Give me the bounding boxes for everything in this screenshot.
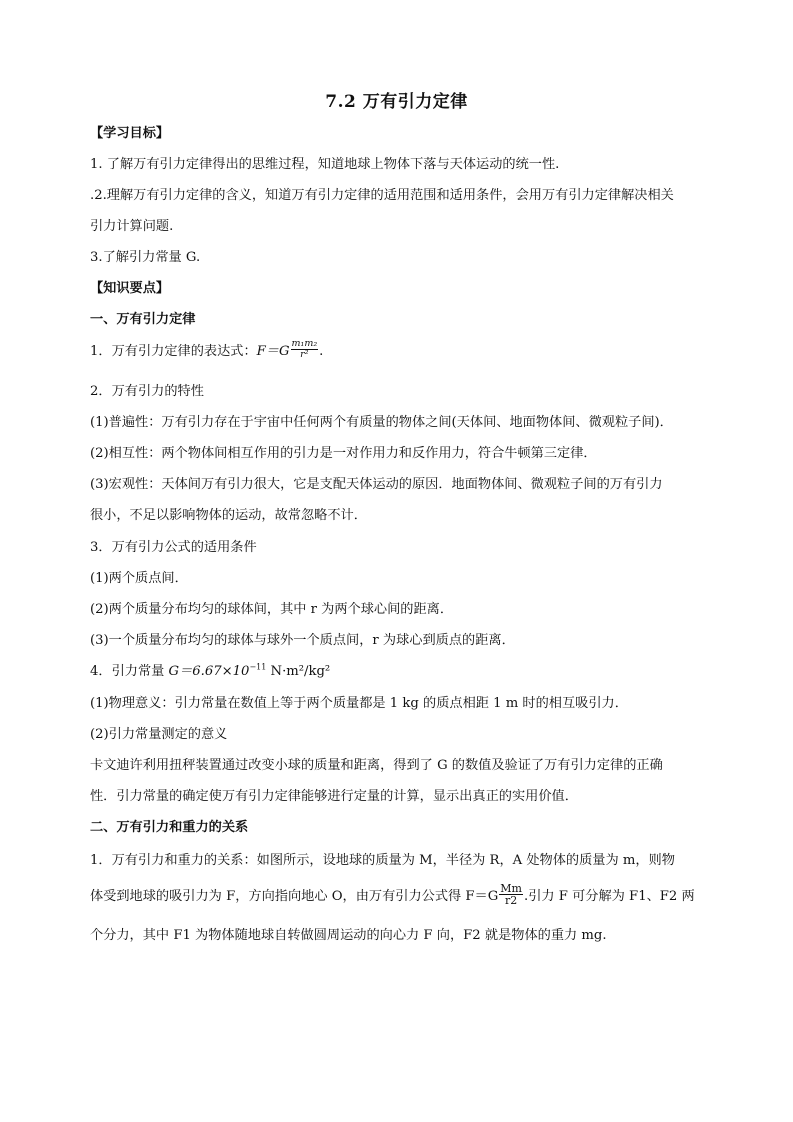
item-4-prefix: 4．引力常量 [90, 664, 169, 679]
part-2-heading: 二、万有引力和重力的关系 [90, 820, 249, 835]
part-1-heading: 一、万有引力定律 [90, 312, 196, 327]
item-2-1: (1)普遍性：万有引力存在于宇宙中任何两个有质量的物体之间(天体间、地面物体间、微观粒子间)． [90, 415, 673, 430]
item-4-2-line-1: 卡文迪许利用扭秤装置通过改变小球的质量和距离，得到了 G 的数值及验证了万有引力定律的正确 [90, 758, 663, 773]
part-2-line-3: 个分力，其中 F1 为物体随地球自转做圆周运动的向心力 F 向，F2 就是物体的重力 mg. [90, 928, 607, 943]
formula-numerator: m₁m₂ [291, 338, 318, 349]
item-3-2: (2)两个质量分布均匀的球体间，其中 r 为两个球心间的距离． [90, 602, 454, 617]
goals-heading: 【学习目标】 [90, 126, 170, 141]
item-2-2: (2)相互性：两个物体间相互作用的引力是一对作用力和反作用力，符合牛顿第三定律． [90, 446, 597, 461]
item-4-2-line-2: 性．引力常量的确定使万有引力定律能够进行定量的计算，显示出真正的实用价值． [90, 789, 578, 804]
part-2-line-2 [90, 882, 710, 908]
item-2-3-line-1: (3)宏观性：天体间万有引力很大，它是支配天体运动的原因．地面物体间、微观粒子间的万有引力 [90, 477, 663, 492]
formula-lhs: F＝G [256, 344, 290, 359]
goal-1: 1. 了解万有引力定律得出的思维过程，知道地球上物体下落与天体运动的统一性. [90, 157, 560, 172]
item-2-3-line-2: 很小，不足以影响物体的运动，故常忽略不计． [90, 508, 367, 523]
item-2-heading: 2．万有引力的特性 [90, 384, 204, 399]
goal-3: 3.了解引力常量 G. [90, 250, 201, 265]
item-1-prefix: 1．万有引力定律的表达式： [90, 344, 257, 359]
item-4-unit: N·m²/kg² [266, 664, 331, 679]
part-2-line-2-prefix: 体受到地球的吸引力为 F，方向指向地心 O，由万有引力公式得 F＝G [90, 889, 499, 904]
page-title: 7.2 万有引力定律 [325, 92, 468, 112]
part-2-numerator: Mm [500, 882, 522, 895]
item-4-value: G＝6.67×10 [168, 664, 250, 679]
item-3-1: (1)两个质点间． [90, 571, 188, 586]
item-4-heading [90, 662, 710, 682]
item-1-suffix: . [319, 344, 324, 359]
item-1-formula-line [90, 338, 710, 362]
item-3-heading: 3．万有引力公式的适用条件 [90, 540, 257, 555]
points-heading: 【知识要点】 [90, 281, 170, 296]
formula-denominator: r² [300, 349, 309, 360]
goal-2-line-2: 引力计算问题. [90, 219, 174, 234]
item-3-3: (3)一个质量分布均匀的球体与球外一个质点间，r 为球心到质点的距离． [90, 633, 515, 648]
part-2-line-2-suffix: .引力 F 可分解为 F1、F2 两 [524, 889, 695, 904]
part-2-line-1: 1．万有引力和重力的关系：如图所示，设地球的质量为 M，半径为 R，A 处物体的质量为 m，则物 [90, 853, 675, 868]
item-4-1: (1)物理意义：引力常量在数值上等于两个质量都是 1 kg 的质点相距 1 m 时的相互吸引力． [90, 696, 628, 711]
item-4-exponent: −11 [249, 662, 267, 672]
part-2-fraction [499, 883, 523, 906]
item-4-2: (2)引力常量测定的意义 [90, 727, 228, 742]
formula-fraction [291, 339, 319, 360]
goal-2-line-1: .2.理解万有引力定律的含义，知道万有引力定律的适用范围和适用条件，会用万有引力定律解决相关 [90, 188, 674, 203]
part-2-denominator: r2 [505, 894, 518, 907]
